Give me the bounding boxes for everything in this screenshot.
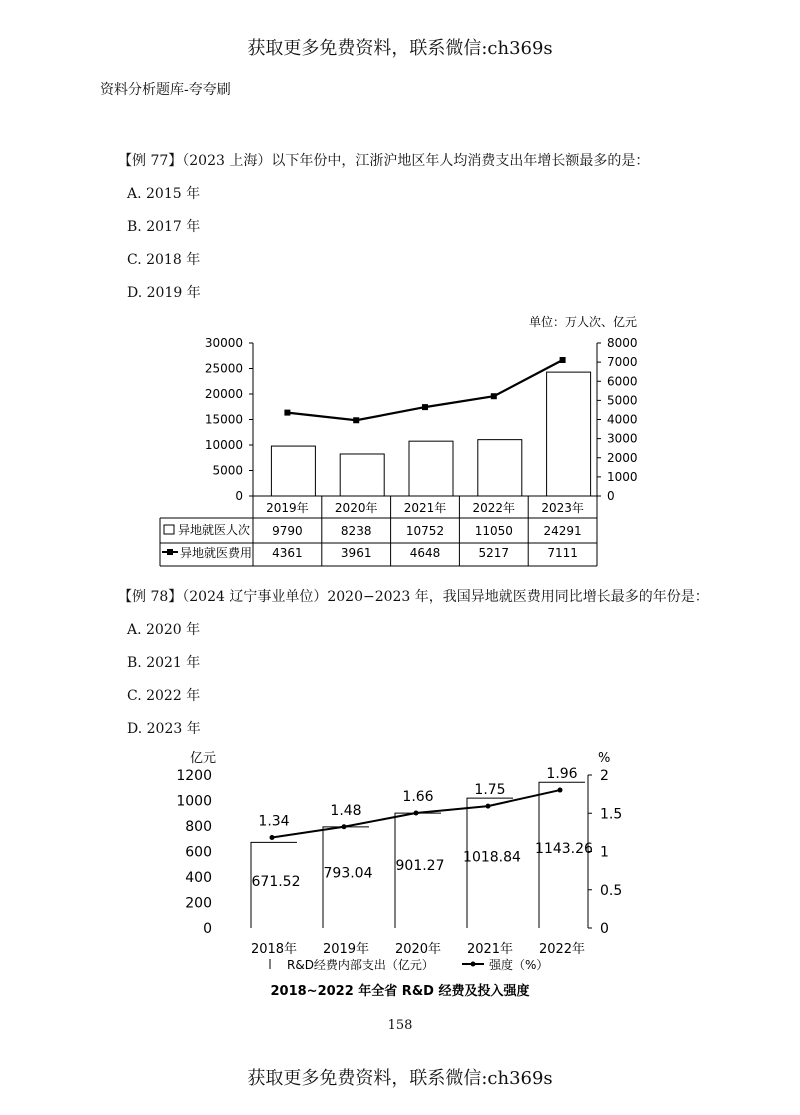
- chart1-bar: [271, 446, 315, 496]
- chart2-category-label: 2021年: [466, 942, 514, 957]
- chart1-right-tick-label: 7000: [607, 355, 638, 370]
- chart1-right-tick-label: 0: [607, 489, 615, 503]
- footer-banner: 获取更多免费资料，联系微信:ch369s: [247, 1068, 553, 1089]
- chart1-legend-line-marker: [167, 549, 173, 555]
- chart2-line-marker: [342, 824, 347, 829]
- chart2-line-value-label: 1.66: [402, 789, 434, 806]
- chart2-title: 2018~2022 年全省 R&D 经费及投入强度: [270, 984, 530, 999]
- chart1-table-value-bar: 24291: [543, 524, 582, 538]
- chart1-right-tick-label: 6000: [607, 374, 638, 389]
- chart1-table-value-line: 4361: [272, 546, 303, 560]
- chart2-line-value-label: 1.96: [546, 766, 578, 783]
- chart2-legend-line-marker: [471, 962, 476, 967]
- chart2-line-marker: [486, 804, 491, 809]
- chart2-right-tick-label: 1.5: [600, 806, 623, 823]
- chart1-category-label: 2021年: [403, 501, 447, 515]
- chart1-category-label: 2020年: [334, 501, 378, 515]
- chart1-unit-note: 单位：万人次、亿元: [528, 315, 637, 329]
- chart1-line-marker: [353, 417, 359, 423]
- chart1-legend-bar-label: 异地就医人次: [178, 523, 251, 537]
- chart1-left-tick-label: 0: [235, 489, 243, 503]
- chart2-category-label: 2019年: [322, 942, 370, 957]
- question-78-option-d: D. 2023 年: [127, 721, 201, 737]
- chart1-right-tick-label: 3000: [607, 431, 638, 446]
- chart1-line-series: [287, 360, 562, 420]
- chart1-table-value-bar: 8238: [340, 524, 372, 538]
- chart2-left-unit: 亿元: [190, 751, 217, 766]
- chart2-right-tick-label: 2: [600, 768, 609, 784]
- chart2-line-marker: [558, 788, 563, 793]
- chart2-bar-value-label: 901.27: [395, 857, 445, 874]
- chart2-bar-value-label: 1018.84: [463, 849, 521, 866]
- chart1-legend-bar-swatch: [164, 525, 174, 534]
- chart-rd-spending: [176, 751, 622, 999]
- page-number: 158: [387, 1018, 413, 1033]
- chart2-left-tick-label: 1200: [176, 768, 212, 784]
- chart1-bar: [409, 441, 453, 496]
- chart2-left-tick-label: 1000: [176, 793, 212, 810]
- chart2-line-value-label: 1.75: [474, 782, 506, 799]
- chart2-category-label: 2020年: [394, 942, 442, 957]
- question-77-prompt: 【例 77】（2023 上海）以下年份中，江浙沪地区年人均消费支出年增长额最多的是：: [118, 153, 650, 169]
- chart2-bar-value-label: 671.52: [251, 873, 301, 890]
- chart1-category-label: 2019年: [266, 501, 309, 515]
- chart2-right-tick-label: 0: [600, 921, 609, 937]
- chart2-left-tick-label: 400: [185, 870, 212, 886]
- chart2-bar-value-label: 793.04: [323, 865, 373, 882]
- chart2-left-tick-label: 200: [185, 895, 212, 912]
- chart1-line-marker: [284, 410, 290, 416]
- chart1-right-tick-label: 8000: [607, 336, 638, 350]
- chart1-legend-line-label: 异地就医费用: [180, 546, 253, 560]
- chart2-legend-line-label: 强度（%）: [489, 958, 549, 972]
- question-77-option-d: D. 2019 年: [127, 285, 201, 301]
- chart2-line-value-label: 1.48: [330, 802, 362, 819]
- chart1-right-tick-label: 4000: [607, 412, 638, 427]
- chart1-table-value-bar: 11050: [474, 524, 513, 538]
- question-77-option-a: A. 2015 年: [127, 186, 201, 202]
- chart-medical-visits: [160, 314, 638, 566]
- chart1-table-value-line: 3961: [340, 546, 372, 560]
- question-78-option-c: C. 2022 年: [127, 688, 201, 704]
- chart1-line-marker: [422, 404, 428, 410]
- chart2-left-tick-label: 800: [185, 819, 212, 835]
- chart1-right-tick-label: 5000: [607, 393, 638, 408]
- chart1-table-value-bar: 10752: [405, 524, 445, 538]
- question-77-option-b: B. 2017 年: [127, 219, 201, 235]
- chart2-line-value-label: 1.34: [258, 813, 290, 830]
- chart1-category-label: 2023年: [541, 501, 584, 515]
- chart2-left-tick-label: 600: [185, 844, 212, 861]
- chart1-left-tick-label: 5000: [212, 463, 243, 478]
- question-77-option-c: C. 2018 年: [127, 252, 201, 268]
- chart1-bar: [478, 440, 522, 496]
- chart1-table-value-line: 7111: [547, 546, 578, 560]
- chart2-legend-bar-label: R&D经费内部支出（亿元）: [287, 958, 434, 972]
- chart2-right-unit: %: [598, 751, 611, 766]
- chart2-right-tick-label: 0.5: [600, 882, 623, 899]
- chart1-left-tick-label: 10000: [204, 438, 243, 452]
- chart1-table-value-line: 5217: [478, 546, 510, 560]
- question-78-option-a: A. 2020 年: [127, 622, 201, 638]
- chart1-bar: [547, 372, 591, 496]
- header-banner: 获取更多免费资料，联系微信:ch369s: [247, 38, 553, 59]
- chart2-line-marker: [270, 835, 275, 840]
- chart1-category-label: 2022年: [472, 501, 516, 515]
- chart2-category-label: 2022年: [538, 942, 586, 957]
- chart1-line-marker: [560, 357, 566, 363]
- chart1-left-tick-label: 20000: [204, 387, 243, 401]
- chart2-left-tick-label: 0: [203, 921, 212, 937]
- chart1-right-tick-label: 1000: [607, 469, 638, 484]
- chart1-line-marker: [491, 393, 497, 399]
- chart2-line-marker: [414, 811, 419, 816]
- chart2-bar-value-label: 1143.26: [535, 840, 593, 857]
- chart2-right-tick-label: 1: [600, 844, 609, 861]
- chart1-left-tick-label: 25000: [204, 361, 243, 376]
- question-78-option-b: B. 2021 年: [127, 655, 201, 671]
- subheader: 资料分析题库-夸夸刷: [100, 82, 231, 98]
- chart1-left-tick-label: 15000: [204, 412, 243, 427]
- chart1-bar: [340, 454, 384, 496]
- chart1-right-tick-label: 2000: [607, 450, 638, 465]
- question-78-prompt: 【例 78】（2024 辽宁事业单位）2020−2023 年，我国异地就医费用同比增长最多的年份是：: [118, 589, 709, 605]
- chart1-table-value-line: 4648: [409, 546, 441, 560]
- chart1-left-tick-label: 30000: [204, 336, 243, 350]
- chart1-table-value-bar: 9790: [272, 524, 303, 538]
- chart2-category-label: 2018年: [250, 942, 298, 957]
